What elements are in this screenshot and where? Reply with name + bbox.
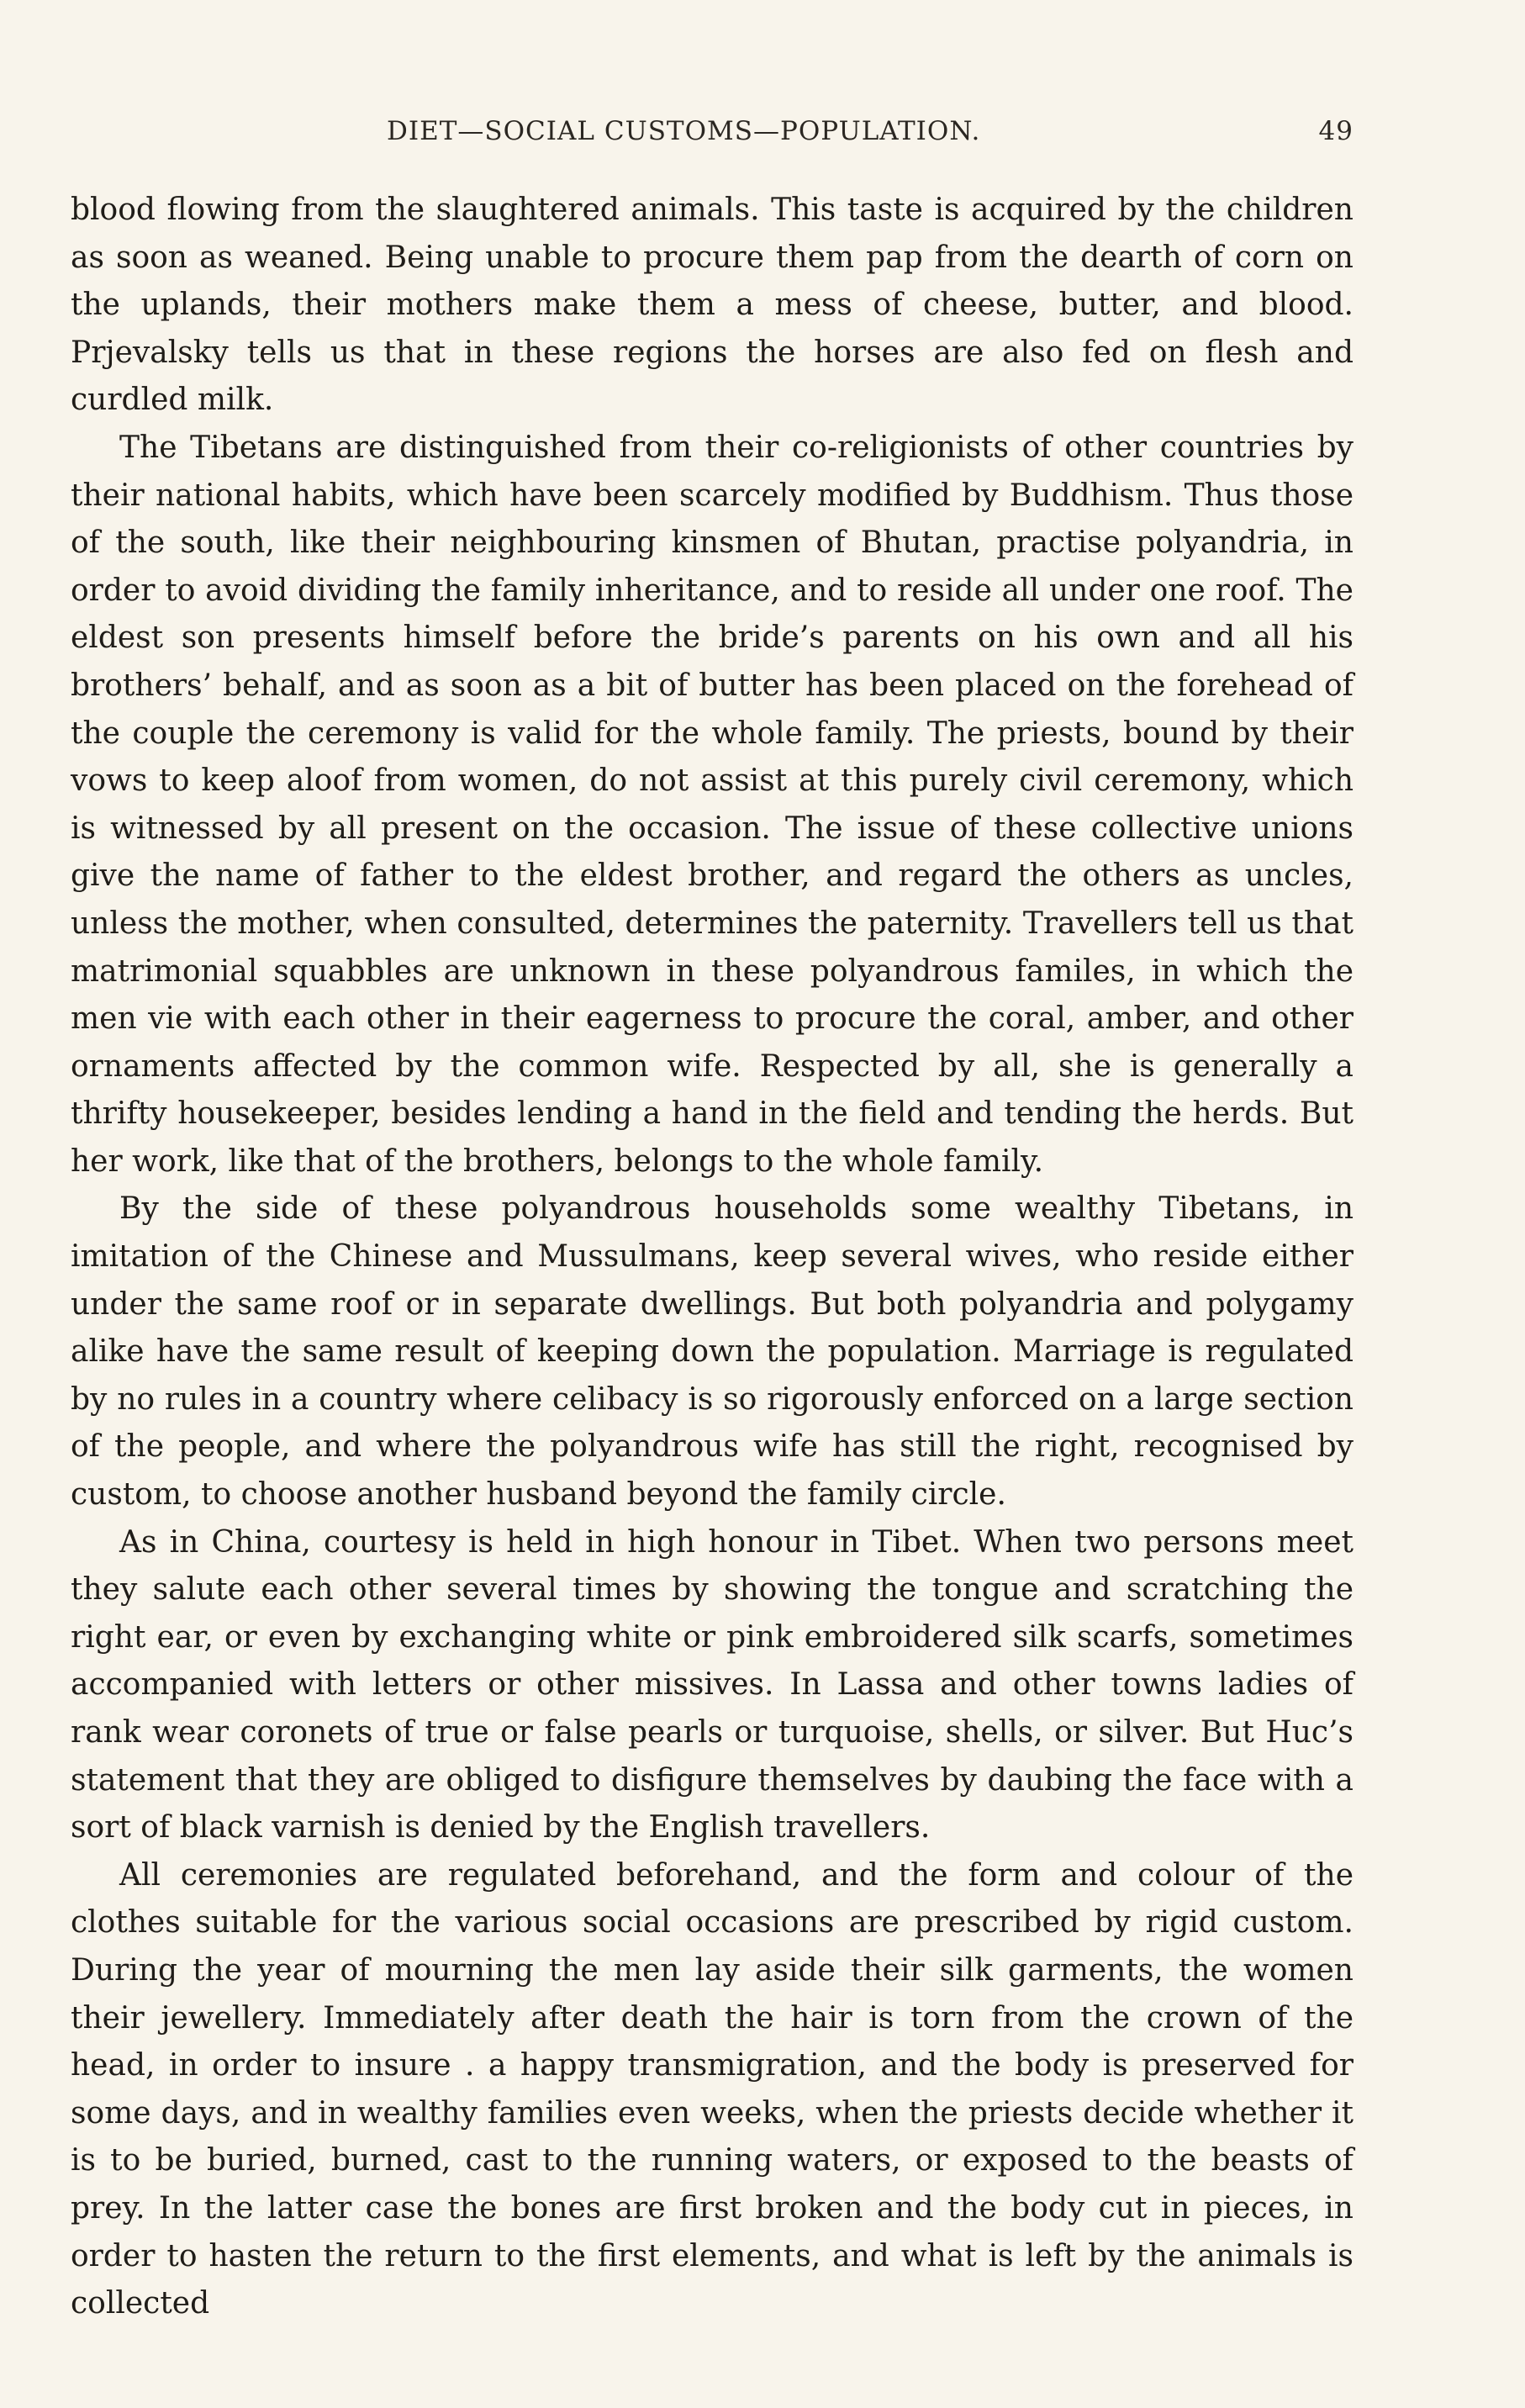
paragraph-courtesy: As in China, courtesy is held in high honour in Tibet. When two persons meet they salute each other several times by showing the tongue and scratching the right ear, or even by exchanging white or pink embroidered silk scarfs, sometimes accompanied with letters or other missives. In Lassa and other towns ladies of rank wear coronets of true or false pearls or turquoise, shells, or silver. But Huc’s statement that they are obliged to disfigure themselves by daubing the face with a sort of black varnish is denied by the English travellers. xyxy=(71,1524,1354,1846)
running-header xyxy=(71,116,1354,150)
paragraph-tibetan-habits: The Tibetans are distinguished from their co-religionists of other countries by their national habits, which have been scarcely modified by Buddhism. Thus those of the south, like their neighbouring kinsmen of Bhutan, practise polyandria, in order to avoid dividing the family inheritance, and to reside all under one roof. The eldest son presents himself before the bride’s parents on his own and all his brothers’ behalf, and as soon as a bit of butter has been placed on the forehead of the couple the ceremony is valid for the whole family. The priests, bound by their vows to keep aloof from women, do not assist at this purely civil ceremony, which is witnessed by all present on the occasion. The issue of these collective unions give the name of father to the eldest brother, and regard the others as uncles, unless the mother, when consulted, determines the paternity. Travellers tell us that matrimonial squabbles are unknown in these polyandrous familes, in which the men vie with each other in their eagerness to procure the coral, amber, and other ornaments affected by the common wife. Respected by all, she is generally a thrifty housekeeper, besides lending a hand in the field and tending the herds. But her work, like that of the brothers, belongs to the whole family. xyxy=(71,430,1354,1179)
body-text xyxy=(71,187,1354,2328)
running-title: DIET—SOCIAL CUSTOMS—POPULATION. xyxy=(387,116,981,146)
paragraph-continuation: blood flowing from the slaughtered animals. This taste is acquired by the children as soon as weaned. Being unable to procure them pap from the dearth of corn on the uplands, their mothers make them a mess of cheese, butter, and blood. Prjevalsky tells us that in these regions the horses are also fed on flesh and curdled milk. xyxy=(71,193,1354,418)
paragraph-ceremonies: All ceremonies are regulated beforehand, and the form and colour of the clothes suitable for the various social occasions are prescribed by rigid custom. During the year of mourning the men lay aside their silk garments, the women their jewellery. Immediately after death the hair is torn from the crown of the head, in order to insure . a happy transmigration, and the body is preserved for some days, and in wealthy families even weeks, when the priests decide whether it is to be buried, burned, cast to the running waters, or exposed to the beasts of prey. In the latter case the bones are first broken and the body cut in pieces, in order to hasten the return to the first elements, and what is left by the animals is collected xyxy=(71,1857,1354,2321)
page-number: 49 xyxy=(1318,116,1354,146)
paragraph-polygamy: By the side of these polyandrous households some wealthy Tibetans, in imitation of the Chinese and Mussulmans, keep several wives, who reside either under the same roof or in separate dwellings. But both polyandria and polygamy alike have the same result of keeping down the population. Marriage is regulated by no rules in a country where celibacy is so rigorously enforced on a large section of the people, and where the polyandrous wife has still the right, recognised by custom, to choose another husband beyond the family circle. xyxy=(71,1191,1354,1513)
